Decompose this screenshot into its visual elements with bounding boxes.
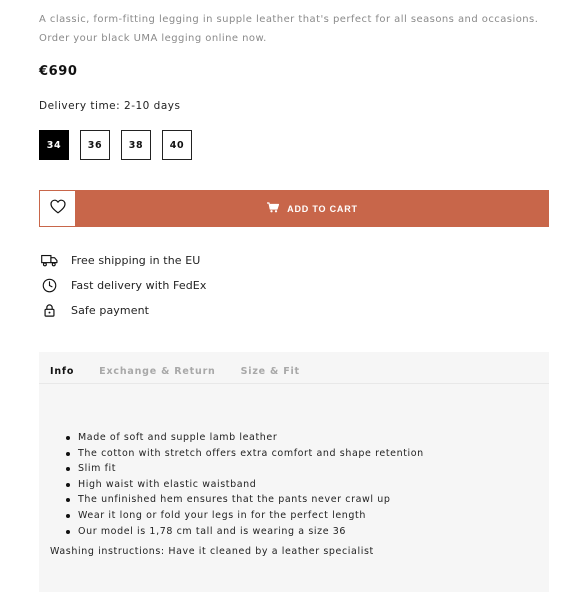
list-item: High waist with elastic waistband xyxy=(78,477,424,493)
delivery-time: Delivery time: 2-10 days xyxy=(39,100,181,112)
feature-list xyxy=(39,248,206,323)
feature-item xyxy=(39,298,206,323)
list-item: Wear it long or fold your legs in for the perfect length xyxy=(78,508,424,524)
wishlist-button[interactable] xyxy=(39,190,76,227)
cart-icon xyxy=(267,202,279,215)
size-option-40[interactable]: 40 xyxy=(162,130,192,160)
tab-size-fit[interactable]: Size & Fit xyxy=(240,366,300,377)
tab-info[interactable]: Info xyxy=(50,366,75,377)
heart-icon xyxy=(50,199,66,218)
clock-icon xyxy=(39,276,59,296)
tab-exchange-return[interactable]: Exchange & Return xyxy=(99,366,216,377)
feature-label: Fast delivery with FedEx xyxy=(71,279,207,292)
list-item: The unfinished hem ensures that the pants never crawl up xyxy=(78,492,424,508)
feature-label: Free shipping in the EU xyxy=(71,254,201,267)
info-bullet-list xyxy=(78,430,424,539)
product-info-panel xyxy=(39,352,549,592)
list-item: Our model is 1,78 cm tall and is wearing a size 36 xyxy=(78,524,424,540)
size-option-36[interactable]: 36 xyxy=(80,130,110,160)
size-option-38[interactable]: 38 xyxy=(121,130,151,160)
add-to-cart-label: ADD TO CART xyxy=(287,203,358,214)
add-to-cart-button[interactable] xyxy=(76,190,549,227)
feature-item xyxy=(39,248,206,273)
info-tabs xyxy=(50,366,325,377)
list-item: Made of soft and supple lamb leather xyxy=(78,430,424,446)
product-price: €690 xyxy=(39,64,78,79)
lock-icon xyxy=(39,301,59,321)
list-item: Slim fit xyxy=(78,461,424,477)
list-item: The cotton with stretch offers extra comfort and shape retention xyxy=(78,446,424,462)
size-option-34[interactable]: 34 xyxy=(39,130,69,160)
feature-item xyxy=(39,273,206,298)
product-description: A classic, form-fitting legging in supple leather that's perfect for all seasons and occasions. Order your black UMA legging online now. xyxy=(39,14,539,44)
size-selector xyxy=(39,130,192,160)
feature-label: Safe payment xyxy=(71,304,150,317)
tab-divider xyxy=(39,383,549,384)
washing-instructions: Washing instructions: Have it cleaned by a leather specialist xyxy=(50,546,374,557)
truck-icon xyxy=(39,251,59,271)
